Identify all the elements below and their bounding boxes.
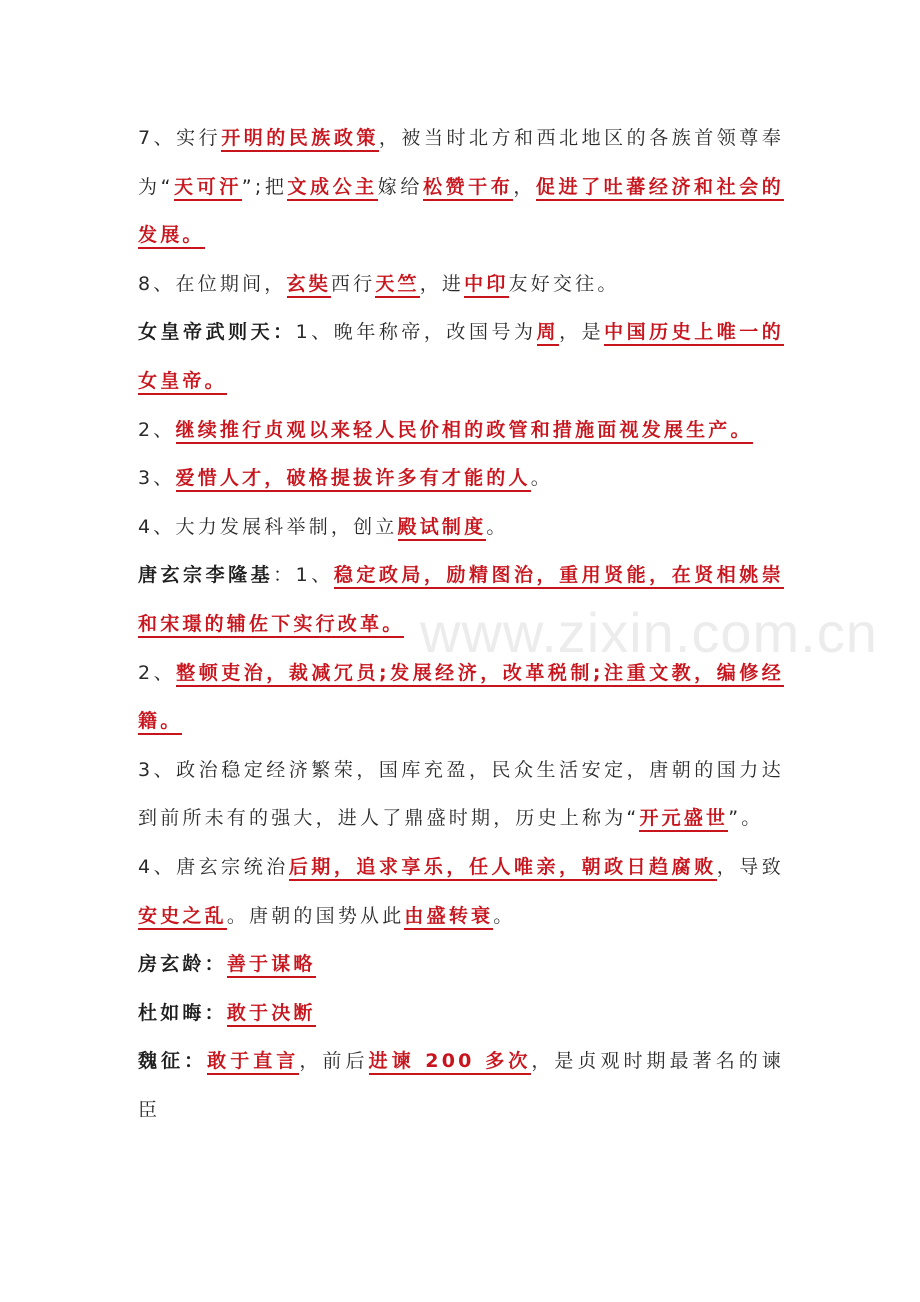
key-point: 天竺 <box>375 273 419 298</box>
key-point: 中印 <box>464 273 508 298</box>
key-point: 玄奘 <box>287 273 331 298</box>
text: 3、 <box>138 467 176 490</box>
text: ，被当时北方和西北地区的各族首领尊奉为“ <box>138 127 785 198</box>
paragraph-wuzetian-1 <box>138 308 784 405</box>
key-point: 开元盛世 <box>639 807 728 832</box>
key-point: 文成公主 <box>287 176 377 201</box>
text: ，导致 <box>716 855 784 878</box>
text: 2、 <box>138 418 176 441</box>
key-point: 促进了吐蕃经济和社会的发展。 <box>138 176 784 250</box>
paragraph-xuanzong-4 <box>138 843 784 940</box>
text: 友好交往。 <box>508 272 620 295</box>
text: ”。 <box>728 807 764 830</box>
heading: 唐玄宗李隆基 <box>138 564 274 587</box>
text: 4、唐玄宗统治 <box>138 855 289 878</box>
key-point: 由盛转衰 <box>404 905 493 930</box>
text: 。 <box>530 467 553 490</box>
text: ，是 <box>559 321 605 344</box>
document-body <box>138 114 784 1134</box>
paragraph-wei-zheng <box>138 1037 784 1134</box>
paragraph-wuzetian-4 <box>138 503 784 552</box>
key-point: 中国历史上唯一的女皇帝。 <box>138 321 784 395</box>
text: ，进 <box>419 272 465 295</box>
key-point: 周 <box>537 321 560 346</box>
key-point: 稳定政局，励精图治，重用贤能，在贤相姚崇和宋璟的辅佐下实行改革。 <box>138 564 784 638</box>
text: ， <box>513 175 536 198</box>
heading: 杜如晦： <box>138 1001 227 1024</box>
paragraph-fang-xuanling <box>138 940 784 989</box>
key-point: 开明的民族政策 <box>221 127 379 152</box>
key-point: 后期，追求享乐，任人唯亲，朝政日趋腐败 <box>289 856 717 881</box>
text: 。 <box>493 904 516 927</box>
text: 。唐朝的国势从此 <box>226 904 405 927</box>
heading: 女皇帝武则天： <box>138 321 296 344</box>
text: 8、在位期间， <box>138 272 287 295</box>
paragraph-xuanzong-2 <box>138 649 784 746</box>
paragraph-wuzetian-2 <box>138 406 784 455</box>
paragraph-du-ruhui <box>138 989 784 1038</box>
key-point: 爱惜人才，破格提拔许多有才能的人 <box>176 467 531 492</box>
key-point: 敢于直言 <box>207 1050 299 1075</box>
key-point: 进谏 200 多次 <box>369 1050 532 1075</box>
key-point: 整顿吏治，裁减冗员;发展经济，改革税制;注重文教，编修经籍。 <box>138 662 784 736</box>
text: 1、晚年称帝，改国号为 <box>295 321 537 344</box>
key-point: 善于谋略 <box>227 953 316 978</box>
text: 2、 <box>138 661 177 684</box>
text: 西行 <box>330 272 376 295</box>
paragraph-taizong-7 <box>138 114 784 260</box>
text: 嫁给 <box>377 175 423 198</box>
text: 7、实行 <box>138 127 222 149</box>
text: ，是贞观时期最著名的谏臣 <box>138 1050 784 1121</box>
key-point: 继续推行贞观以来轻人民价相的政管和措施面视发展生产。 <box>176 419 753 444</box>
text: ，前后 <box>299 1050 369 1073</box>
paragraph-taizong-8 <box>138 260 784 309</box>
key-point: 敢于决断 <box>227 1002 316 1027</box>
text: ：1、 <box>273 564 334 587</box>
paragraph-xuanzong-3 <box>138 746 784 843</box>
key-point: 安史之乱 <box>138 905 227 930</box>
text: 4、大力发展科举制，创立 <box>138 515 398 538</box>
text: ”;把 <box>241 175 288 198</box>
key-point: 天可汗 <box>174 176 242 201</box>
text: 。 <box>486 515 509 538</box>
key-point: 松赞干布 <box>423 176 513 201</box>
text: 3、政治稳定经济繁荣，国库充盈，民众生活安定，唐朝的国力达到前所未有的强大，进人了鼎盛时期，历史上称为“ <box>138 758 784 830</box>
heading: 魏征： <box>138 1050 208 1073</box>
paragraph-xuanzong-1 <box>138 551 784 648</box>
paragraph-wuzetian-3 <box>138 454 784 503</box>
watermark: www.zixin.com.cn <box>420 601 878 664</box>
key-point: 殿试制度 <box>398 516 487 541</box>
heading: 房玄龄： <box>138 953 227 976</box>
